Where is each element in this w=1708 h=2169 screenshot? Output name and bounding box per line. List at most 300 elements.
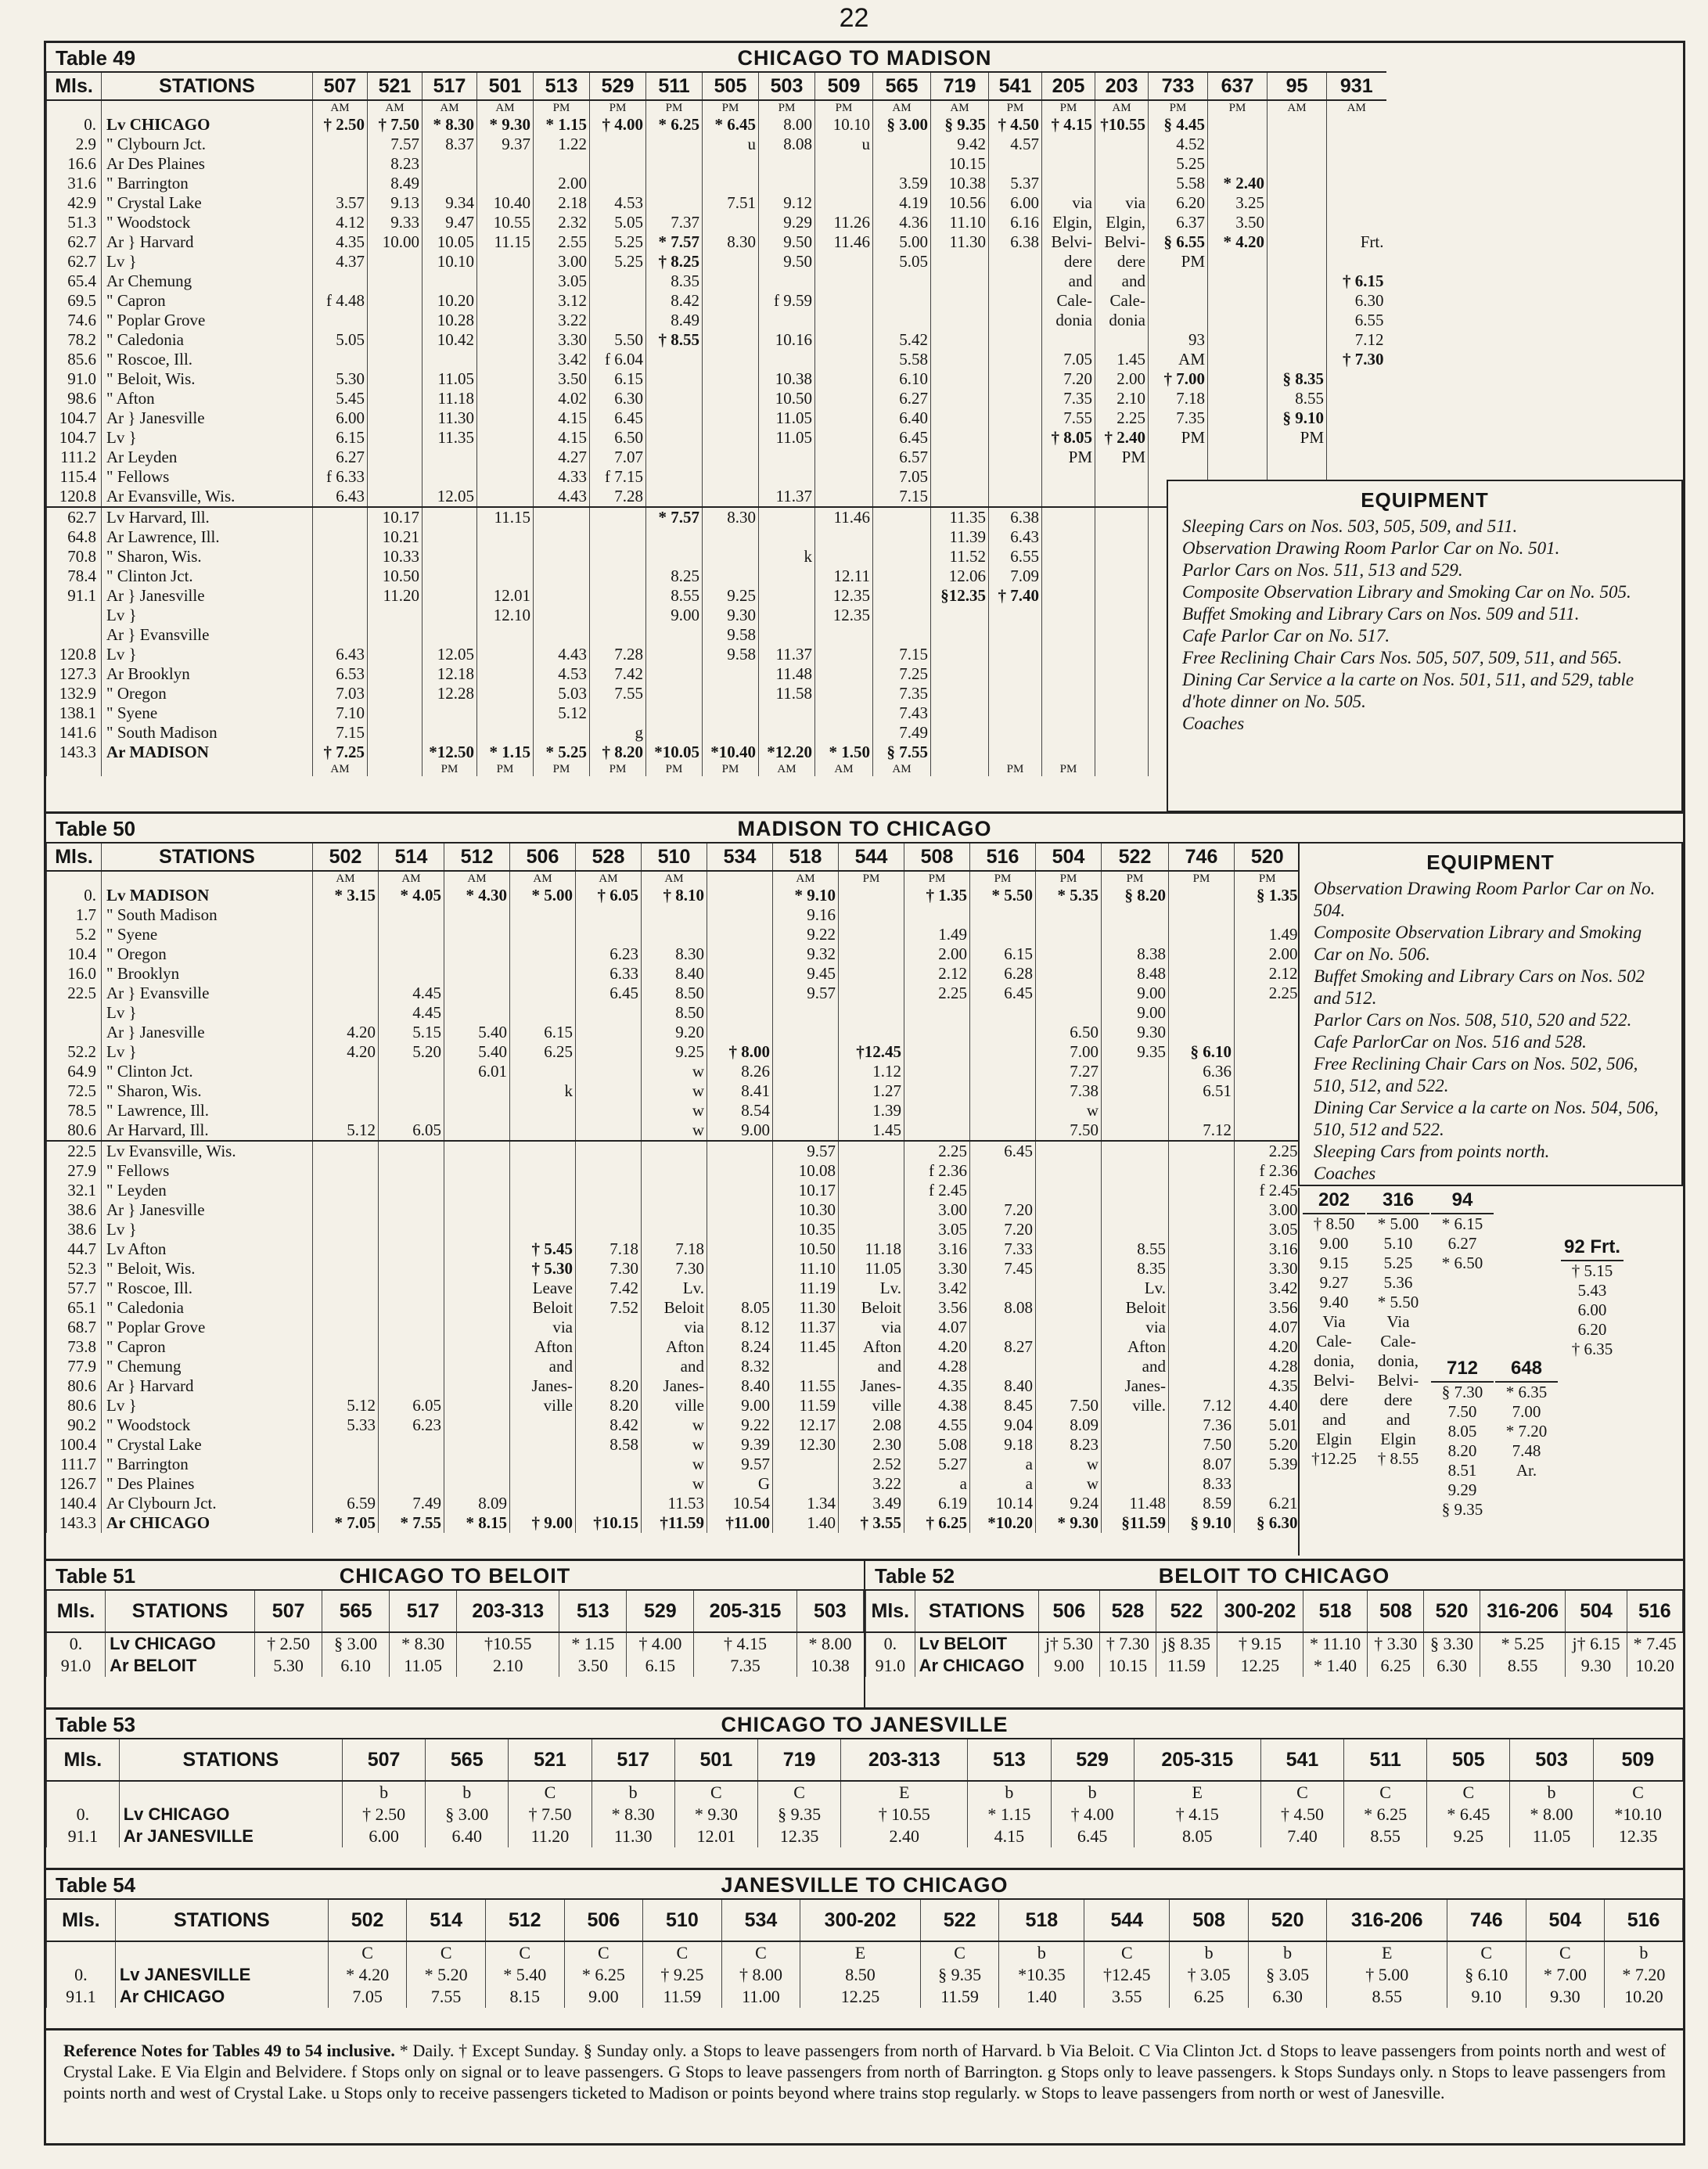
time-cell: 6.27 bbox=[1447, 1234, 1477, 1253]
time-cell: * 6.25 bbox=[564, 1964, 643, 1986]
time-cell bbox=[703, 369, 759, 389]
time-cell: 6.30 bbox=[1424, 1655, 1480, 1677]
time-cell: Leave bbox=[510, 1279, 576, 1298]
station-name: " Poplar Grove bbox=[102, 1318, 313, 1337]
time-cell: * 2.40 bbox=[1208, 174, 1268, 193]
time-cell: 9.30 bbox=[1102, 1023, 1169, 1042]
time-cell: † 8.00 bbox=[721, 1964, 800, 1986]
time-cell: 12.10 bbox=[477, 606, 534, 625]
mileage: 80.6 bbox=[47, 1396, 102, 1415]
station-name: Ar JANESVILLE bbox=[119, 1825, 342, 1847]
time-cell: 10.21 bbox=[368, 527, 423, 547]
mileage: 127.3 bbox=[47, 664, 102, 684]
time-cell bbox=[1095, 684, 1149, 703]
ampm-label: PM bbox=[646, 762, 703, 776]
time-cell bbox=[444, 1298, 510, 1318]
time-cell bbox=[759, 154, 815, 174]
time-cell: † 5.15 bbox=[1571, 1261, 1613, 1280]
station-name: Ar } Harvard bbox=[102, 232, 313, 252]
time-cell bbox=[590, 174, 646, 193]
time-cell: * 6.25 bbox=[646, 115, 703, 135]
time-cell: 2.18 bbox=[534, 193, 590, 213]
time-cell bbox=[576, 1220, 642, 1239]
time-cell: 5.33 bbox=[313, 1415, 379, 1435]
time-cell: 9.00 bbox=[1319, 1234, 1349, 1253]
time-cell: 1.49 bbox=[904, 925, 970, 944]
time-cell: 7.35 bbox=[1149, 408, 1208, 428]
train-number: 516 bbox=[1605, 1899, 1683, 1941]
time-cell bbox=[477, 311, 534, 330]
time-cell: Afton bbox=[839, 1337, 904, 1357]
time-cell bbox=[576, 1161, 642, 1181]
time-cell bbox=[1268, 213, 1327, 232]
time-cell bbox=[815, 252, 873, 272]
time-cell: † 7.25 bbox=[313, 743, 368, 762]
ampm-label: PM bbox=[904, 871, 970, 886]
time-cell: 8.49 bbox=[368, 174, 423, 193]
route-code: C bbox=[509, 1781, 592, 1804]
time-cell: † 6.35 bbox=[1571, 1340, 1613, 1358]
table-row bbox=[47, 1986, 1683, 2008]
route-code bbox=[119, 1781, 342, 1804]
train-number: 746 bbox=[1169, 843, 1235, 871]
time-cell: 7.05 bbox=[873, 467, 931, 487]
time-cell bbox=[703, 408, 759, 428]
time-cell bbox=[703, 467, 759, 487]
time-cell: 10.30 bbox=[773, 1200, 839, 1220]
station-name: " Syene bbox=[102, 703, 313, 723]
time-cell bbox=[931, 389, 989, 408]
time-cell: 3.56 bbox=[1235, 1298, 1300, 1318]
time-cell bbox=[1208, 154, 1268, 174]
time-cell: 6.45 bbox=[970, 1141, 1036, 1161]
table-52 bbox=[865, 1561, 1683, 1707]
mileage: 22.5 bbox=[47, 984, 102, 1003]
time-cell bbox=[646, 723, 703, 743]
time-cell bbox=[313, 1239, 379, 1259]
time-cell bbox=[1235, 1474, 1300, 1494]
time-cell bbox=[707, 1239, 773, 1259]
time-cell: Cale- bbox=[1380, 1332, 1416, 1351]
table-row bbox=[47, 1494, 1300, 1513]
time-cell bbox=[444, 984, 510, 1003]
station-name: " Brooklyn bbox=[102, 964, 313, 984]
time-cell: 6.21 bbox=[1235, 1494, 1300, 1513]
time-cell bbox=[759, 606, 815, 625]
time-cell bbox=[1327, 174, 1386, 193]
time-cell: * 1.40 bbox=[1303, 1655, 1368, 1677]
time-cell: 9.57 bbox=[707, 1455, 773, 1474]
time-cell: †11.59 bbox=[642, 1513, 707, 1533]
train-number: 511 bbox=[646, 72, 703, 100]
station-name: Lv } bbox=[102, 428, 313, 448]
time-cell bbox=[989, 389, 1042, 408]
time-cell bbox=[477, 645, 534, 664]
time-cell bbox=[576, 1455, 642, 1474]
time-cell: G bbox=[707, 1474, 773, 1494]
time-cell bbox=[1208, 350, 1268, 369]
time-cell: 3.22 bbox=[839, 1474, 904, 1494]
time-cell bbox=[703, 311, 759, 330]
time-cell bbox=[1102, 1120, 1169, 1141]
ampm-label: AM bbox=[510, 871, 576, 886]
time-cell bbox=[534, 723, 590, 743]
time-cell: * 8.30 bbox=[592, 1804, 674, 1825]
time-cell bbox=[759, 311, 815, 330]
time-cell: 7.35 bbox=[1042, 389, 1095, 408]
time-cell: 9.25 bbox=[642, 1042, 707, 1062]
time-cell: PM bbox=[1095, 448, 1149, 467]
train-number: 95 bbox=[1268, 72, 1327, 100]
time-cell bbox=[1102, 1200, 1169, 1220]
train-number: 637 bbox=[1208, 72, 1268, 100]
time-cell: 7.12 bbox=[1327, 330, 1386, 350]
time-cell: 6.15 bbox=[313, 428, 368, 448]
time-cell: * 5.20 bbox=[407, 1964, 486, 1986]
time-cell bbox=[1042, 487, 1095, 507]
time-cell: 7.35 bbox=[873, 684, 931, 703]
time-cell bbox=[1095, 567, 1149, 586]
ampm-label: AM bbox=[379, 871, 444, 886]
time-cell: * 4.30 bbox=[444, 886, 510, 905]
time-cell: 5.30 bbox=[313, 369, 368, 389]
time-cell bbox=[773, 1003, 839, 1023]
station-name: " Poplar Grove bbox=[102, 311, 313, 330]
time-cell: 7.18 bbox=[642, 1239, 707, 1259]
time-cell: 6.00 bbox=[989, 193, 1042, 213]
station-name: " Roscoe, Ill. bbox=[102, 1279, 313, 1298]
time-cell: 9.57 bbox=[773, 984, 839, 1003]
time-cell bbox=[576, 1200, 642, 1220]
station-name: Lv } bbox=[102, 645, 313, 664]
time-cell bbox=[313, 1259, 379, 1279]
time-cell bbox=[904, 1042, 970, 1062]
time-cell bbox=[477, 330, 534, 350]
time-cell bbox=[368, 350, 423, 369]
time-cell: 9.34 bbox=[423, 193, 477, 213]
time-cell bbox=[1208, 428, 1268, 448]
train-number: 510 bbox=[643, 1899, 722, 1941]
time-cell: 8.27 bbox=[970, 1337, 1036, 1357]
train-number: 719 bbox=[757, 1739, 840, 1781]
equipment-line: Free Reclining Chair Cars Nos. 505, 507, 509, 511, and 565. bbox=[1182, 648, 1623, 667]
time-cell bbox=[313, 507, 368, 527]
time-cell: 6.45 bbox=[1051, 1825, 1134, 1847]
time-cell bbox=[646, 428, 703, 448]
train-number: 520 bbox=[1248, 1899, 1327, 1941]
time-cell bbox=[1036, 964, 1102, 984]
time-cell bbox=[534, 547, 590, 567]
table-row bbox=[47, 369, 1386, 389]
time-cell: and bbox=[839, 1357, 904, 1376]
time-cell: § 8.35 bbox=[1268, 369, 1327, 389]
time-cell: and bbox=[1102, 1357, 1169, 1376]
time-cell bbox=[1036, 1161, 1102, 1181]
time-cell bbox=[773, 1357, 839, 1376]
time-cell bbox=[1327, 448, 1386, 467]
train-number: 516 bbox=[970, 843, 1036, 871]
ampm-label: PM bbox=[423, 762, 477, 776]
table-row bbox=[47, 330, 1386, 350]
time-cell: 1.27 bbox=[839, 1081, 904, 1101]
time-cell bbox=[904, 1003, 970, 1023]
station-name: Ar } Janesville bbox=[102, 586, 313, 606]
mileage: 69.5 bbox=[47, 291, 102, 311]
train-number: 512 bbox=[485, 1899, 564, 1941]
time-cell bbox=[646, 625, 703, 645]
time-cell bbox=[534, 586, 590, 606]
time-cell bbox=[646, 174, 703, 193]
mileage: 62.7 bbox=[47, 252, 102, 272]
time-cell bbox=[313, 1062, 379, 1081]
timetable-grid bbox=[46, 1738, 1683, 1847]
time-cell: 5.50 bbox=[590, 330, 646, 350]
time-cell bbox=[1169, 1161, 1235, 1181]
time-cell bbox=[1036, 1298, 1102, 1318]
time-cell: 4.36 bbox=[873, 213, 931, 232]
time-cell: 8.20 bbox=[576, 1396, 642, 1415]
time-cell bbox=[313, 1081, 379, 1101]
time-cell bbox=[931, 664, 989, 684]
time-cell: 11.30 bbox=[931, 232, 989, 252]
time-cell: 1.40 bbox=[999, 1986, 1084, 2008]
time-cell: § 4.45 bbox=[1149, 115, 1208, 135]
time-cell bbox=[576, 1337, 642, 1357]
time-cell bbox=[368, 311, 423, 330]
time-cell: * 6.50 bbox=[1441, 1254, 1483, 1272]
time-cell bbox=[707, 1161, 773, 1181]
time-cell: f 2.36 bbox=[904, 1161, 970, 1181]
time-cell: 11.00 bbox=[721, 1986, 800, 2008]
time-cell: 9.04 bbox=[970, 1415, 1036, 1435]
time-cell: * 9.30 bbox=[674, 1804, 757, 1825]
time-cell: 10.15 bbox=[931, 154, 989, 174]
station-name: Lv Evansville, Wis. bbox=[102, 1141, 313, 1161]
time-cell bbox=[1095, 664, 1149, 684]
train-number: 502 bbox=[313, 843, 379, 871]
time-cell: 6.23 bbox=[379, 1415, 444, 1435]
train-number: 316 bbox=[1367, 1188, 1429, 1214]
time-cell bbox=[1095, 174, 1149, 193]
train-number: 300-202 bbox=[1217, 1590, 1303, 1632]
route-code: E bbox=[1134, 1781, 1260, 1804]
time-cell bbox=[510, 1200, 576, 1220]
time-cell bbox=[873, 527, 931, 547]
time-cell: 11.10 bbox=[773, 1259, 839, 1279]
time-cell: 9.39 bbox=[707, 1435, 773, 1455]
time-cell: †10.55 bbox=[1095, 115, 1149, 135]
time-cell bbox=[1327, 252, 1386, 272]
time-cell bbox=[1208, 369, 1268, 389]
time-cell bbox=[989, 645, 1042, 664]
time-cell: 2.00 bbox=[534, 174, 590, 193]
time-cell bbox=[1268, 232, 1327, 252]
time-cell bbox=[1036, 1141, 1102, 1161]
time-cell: 9.50 bbox=[759, 232, 815, 252]
time-cell: * 4.20 bbox=[328, 1964, 407, 1986]
mileage: 32.1 bbox=[47, 1181, 102, 1200]
time-cell bbox=[1042, 703, 1095, 723]
time-cell bbox=[1268, 193, 1327, 213]
mileage: 132.9 bbox=[47, 684, 102, 703]
ampm-label: PM bbox=[703, 762, 759, 776]
time-cell: 93 bbox=[1149, 330, 1208, 350]
route-code: C bbox=[328, 1941, 407, 1964]
time-cell: 6.53 bbox=[313, 664, 368, 684]
mileage: 98.6 bbox=[47, 389, 102, 408]
table-row bbox=[47, 1220, 1300, 1239]
time-cell bbox=[839, 1141, 904, 1161]
time-cell bbox=[477, 723, 534, 743]
ampm-label: PM bbox=[815, 100, 873, 115]
time-cell bbox=[1268, 272, 1327, 291]
time-cell: 10.20 bbox=[1627, 1655, 1682, 1677]
time-cell bbox=[839, 1023, 904, 1042]
time-cell: Afton bbox=[510, 1337, 576, 1357]
time-cell: 4.27 bbox=[534, 448, 590, 467]
time-cell: * 7.00 bbox=[1526, 1964, 1605, 1986]
time-cell bbox=[368, 645, 423, 664]
mileage: 57.7 bbox=[47, 1279, 102, 1298]
station-name: " Caledonia bbox=[102, 330, 313, 350]
time-cell: *10.10 bbox=[1593, 1804, 1682, 1825]
time-cell bbox=[576, 1042, 642, 1062]
time-cell bbox=[839, 905, 904, 925]
time-cell: 10.10 bbox=[815, 115, 873, 135]
time-cell bbox=[970, 1120, 1036, 1141]
time-cell: 6.30 bbox=[590, 389, 646, 408]
time-cell: 6.33 bbox=[576, 964, 642, 984]
table-row bbox=[47, 291, 1386, 311]
time-cell: j† 6.15 bbox=[1566, 1632, 1627, 1655]
time-cell: * 1.15 bbox=[559, 1632, 627, 1655]
time-cell: 11.59 bbox=[1156, 1655, 1217, 1677]
ampm-label: PM bbox=[534, 762, 590, 776]
time-cell bbox=[576, 1003, 642, 1023]
time-cell: u bbox=[815, 135, 873, 154]
time-cell bbox=[477, 664, 534, 684]
time-cell bbox=[873, 154, 931, 174]
route-code: b bbox=[999, 1941, 1084, 1964]
time-cell: 3.49 bbox=[839, 1494, 904, 1513]
time-cell bbox=[1169, 1376, 1235, 1396]
time-cell bbox=[707, 1200, 773, 1220]
time-cell: 6.43 bbox=[989, 527, 1042, 547]
time-cell: 9.00 bbox=[1102, 1003, 1169, 1023]
time-cell: k bbox=[510, 1081, 576, 1101]
time-cell bbox=[423, 350, 477, 369]
time-cell bbox=[970, 1023, 1036, 1042]
time-cell: 2.10 bbox=[457, 1655, 559, 1677]
train-number: 541 bbox=[1260, 1739, 1343, 1781]
time-cell bbox=[873, 291, 931, 311]
station-name: " Lawrence, Ill. bbox=[102, 1101, 313, 1120]
time-cell bbox=[534, 625, 590, 645]
time-cell: 2.00 bbox=[1095, 369, 1149, 389]
mileage: 42.9 bbox=[47, 193, 102, 213]
time-cell bbox=[646, 135, 703, 154]
time-cell: 10.14 bbox=[970, 1494, 1036, 1513]
time-cell bbox=[590, 586, 646, 606]
station-name: Lv Harvard, Ill. bbox=[102, 507, 313, 527]
time-cell bbox=[444, 905, 510, 925]
time-cell: ville. bbox=[1102, 1396, 1169, 1415]
time-cell bbox=[707, 1279, 773, 1298]
time-cell: 6.55 bbox=[1327, 311, 1386, 330]
time-cell bbox=[1102, 1415, 1169, 1435]
time-cell: * 11.10 bbox=[1303, 1632, 1368, 1655]
column-header: STATIONS bbox=[119, 1739, 342, 1781]
time-cell bbox=[423, 723, 477, 743]
mileage: 91.0 bbox=[866, 1655, 915, 1677]
time-cell: 7.49 bbox=[379, 1494, 444, 1513]
time-cell bbox=[1268, 135, 1327, 154]
time-cell bbox=[839, 1181, 904, 1200]
time-cell bbox=[1095, 586, 1149, 606]
time-cell bbox=[423, 625, 477, 645]
time-cell: 4.43 bbox=[534, 487, 590, 507]
ampm-label bbox=[102, 762, 313, 776]
time-cell bbox=[1268, 115, 1327, 135]
time-cell: * 5.50 bbox=[1377, 1293, 1419, 1311]
time-cell bbox=[931, 723, 989, 743]
time-cell: 9.12 bbox=[759, 193, 815, 213]
time-cell bbox=[815, 645, 873, 664]
mileage: 5.2 bbox=[47, 925, 102, 944]
time-cell: 6.15 bbox=[970, 944, 1036, 964]
time-cell: donia, bbox=[1314, 1351, 1354, 1370]
station-name: " Beloit, Wis. bbox=[102, 1259, 313, 1279]
timetable-page bbox=[44, 41, 1685, 2146]
time-cell: * 7.05 bbox=[313, 1513, 379, 1533]
table-row bbox=[866, 1655, 1683, 1677]
time-cell: 11.18 bbox=[423, 389, 477, 408]
time-cell bbox=[1208, 272, 1268, 291]
time-cell bbox=[815, 193, 873, 213]
time-cell: 4.35 bbox=[1235, 1376, 1300, 1396]
time-cell bbox=[1169, 925, 1235, 944]
time-cell bbox=[1102, 1220, 1169, 1239]
time-cell bbox=[1095, 547, 1149, 567]
time-cell: 11.10 bbox=[931, 213, 989, 232]
time-cell bbox=[1042, 135, 1095, 154]
time-cell: † 3.05 bbox=[1170, 1964, 1249, 1986]
column-header: STATIONS bbox=[106, 1590, 255, 1632]
train-number: 520 bbox=[1235, 843, 1300, 871]
time-cell bbox=[873, 567, 931, 586]
train-number: 513 bbox=[559, 1590, 627, 1632]
time-cell: PM bbox=[1149, 428, 1208, 448]
train-number: 203-313 bbox=[841, 1739, 968, 1781]
time-cell bbox=[1268, 350, 1327, 369]
time-cell: 3.56 bbox=[904, 1298, 970, 1318]
time-cell: 7.09 bbox=[989, 567, 1042, 586]
column-header: Mls. bbox=[47, 1899, 116, 1941]
time-cell: § 3.30 bbox=[1424, 1632, 1480, 1655]
time-cell: 2.00 bbox=[904, 944, 970, 964]
time-cell: 11.35 bbox=[423, 428, 477, 448]
train-number: 506 bbox=[564, 1899, 643, 1941]
station-name: " Woodstock bbox=[102, 213, 313, 232]
time-cell: 1.49 bbox=[1235, 925, 1300, 944]
time-cell bbox=[815, 330, 873, 350]
timetable-grid bbox=[46, 1898, 1683, 2008]
time-cell: 1.22 bbox=[534, 135, 590, 154]
time-cell bbox=[970, 1042, 1036, 1062]
mileage: 91.0 bbox=[47, 369, 102, 389]
ampm-label: PM bbox=[646, 100, 703, 115]
tables-51-52 bbox=[46, 1561, 1683, 1710]
